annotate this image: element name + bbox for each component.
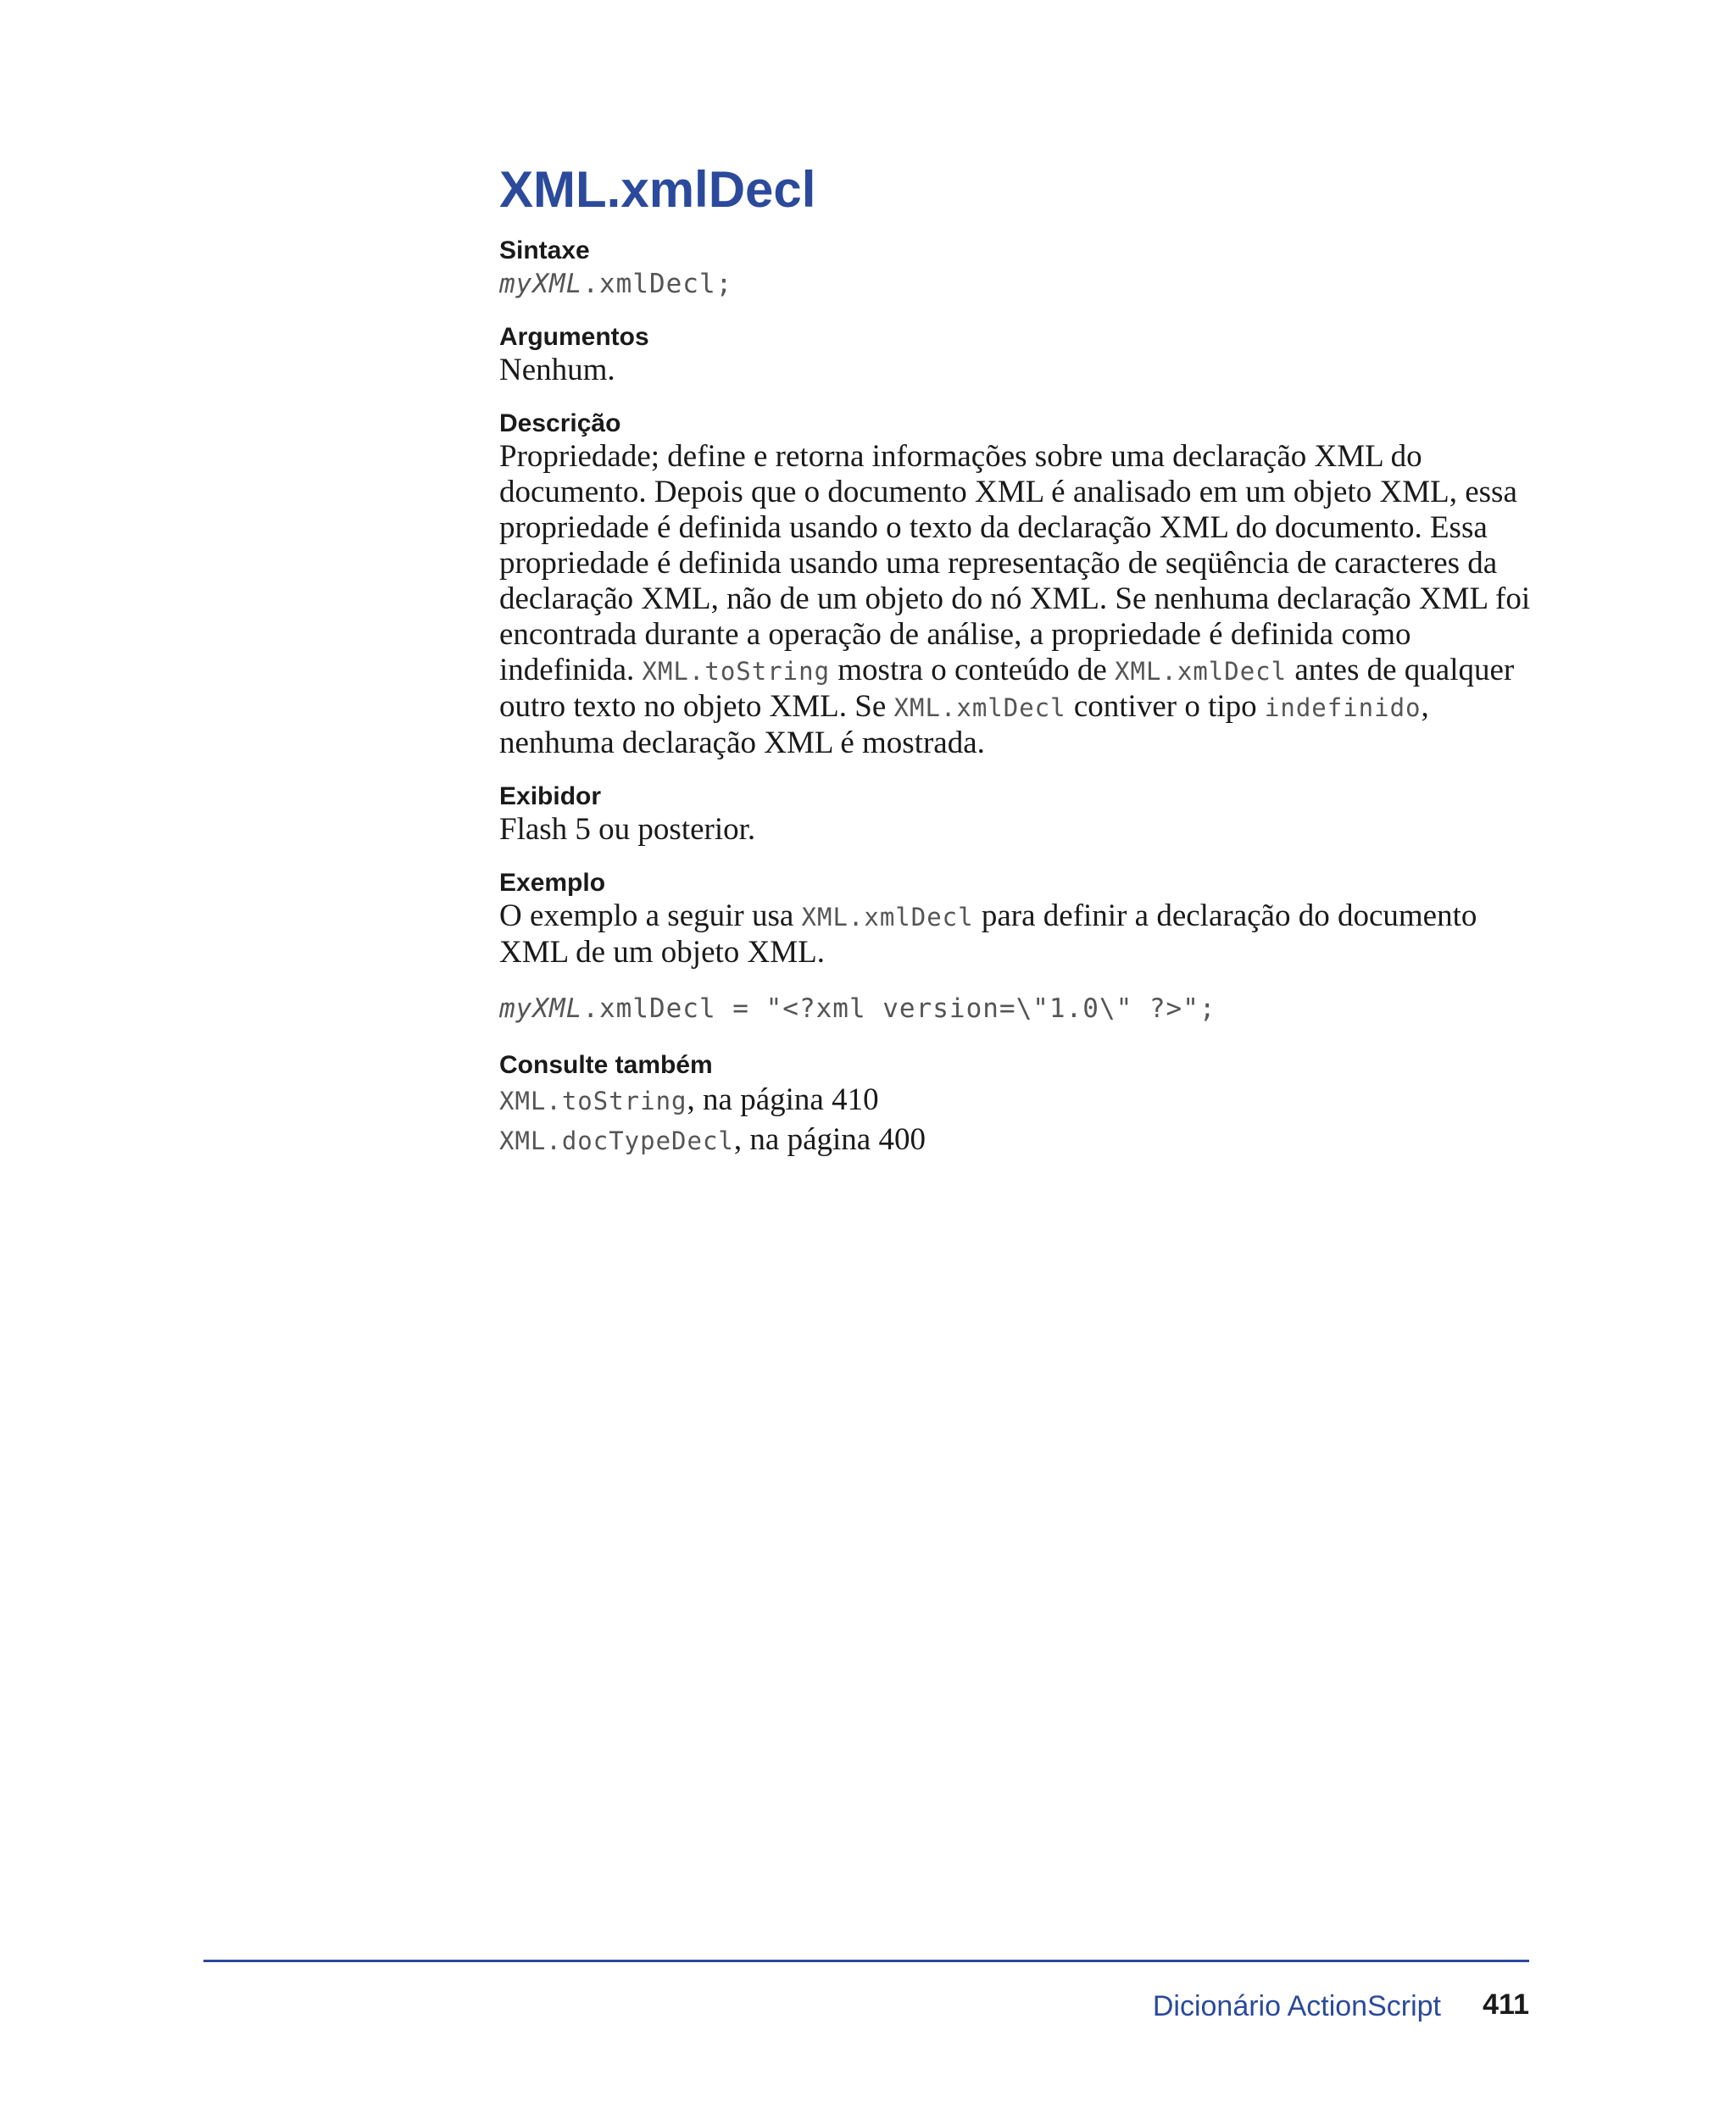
- syntax-code: [499, 266, 1533, 302]
- arguments-heading: Argumentos: [499, 323, 649, 351]
- player-heading: Exibidor: [499, 782, 602, 810]
- see-also-link-text: , na página 410: [687, 1082, 879, 1117]
- player-text: Flash 5 ou posterior.: [499, 812, 756, 847]
- see-also-item[interactable]: [499, 1081, 1533, 1121]
- see-also-section: [499, 1050, 1533, 1160]
- footer-divider: [203, 1960, 1529, 1962]
- description-code-1: XML.toString: [642, 657, 831, 686]
- example-section: [499, 868, 1533, 1026]
- description-code-2: XML.xmlDecl: [1115, 657, 1288, 686]
- description-section: [499, 409, 1533, 761]
- description-text: [499, 439, 1533, 761]
- description-code-3: XML.xmlDecl: [893, 693, 1066, 722]
- arguments-section: [499, 322, 1533, 388]
- syntax-rest: .xmlDecl;: [582, 269, 733, 299]
- example-code-object: myXML: [499, 993, 583, 1024]
- syntax-heading: Sintaxe: [499, 236, 590, 264]
- example-inline-code: XML.xmlDecl: [801, 903, 974, 932]
- syntax-object: myXML: [499, 269, 583, 299]
- example-code-block: [499, 991, 1533, 1026]
- footer-title: Dicionário ActionScript: [1152, 1990, 1441, 2022]
- page-title: XML.xmlDecl: [499, 161, 816, 218]
- description-text-3: antes de qualquer outro texto no objeto XML. Se: [499, 653, 1515, 724]
- see-also-item[interactable]: [499, 1121, 1533, 1160]
- see-also-link-text: , na página 400: [733, 1122, 926, 1157]
- see-also-heading: Consulte também: [499, 1051, 713, 1079]
- description-text-5: , nenhuma declaração XML é mostrada.: [499, 689, 1429, 760]
- see-also-link-code[interactable]: XML.toString: [499, 1087, 687, 1115]
- arguments-text: Nenhum.: [499, 353, 615, 387]
- example-text-1: O exemplo a seguir usa: [499, 898, 802, 933]
- description-code-4: indefinido: [1264, 693, 1422, 722]
- example-text-2: para definir a declaração do documento XML de um objeto XML.: [499, 898, 1477, 970]
- description-text-2: mostra o conteúdo de: [830, 653, 1116, 687]
- description-text-4: contiver o tipo: [1066, 689, 1265, 724]
- syntax-section: [499, 236, 1533, 302]
- page-number: 411: [1483, 1988, 1529, 2021]
- page-content: [499, 158, 1533, 1160]
- example-heading: Exemplo: [499, 869, 606, 897]
- description-heading: Descrição: [499, 409, 621, 437]
- example-code-rest: .xmlDecl = "<?xml version=\"1.0\" ?>";: [582, 993, 1216, 1024]
- player-section: [499, 781, 1533, 848]
- example-text: [499, 898, 1533, 971]
- description-text-1: Propriedade; define e retorna informações sobre uma declaração XML do documento. Depois que o documento XML é analisado em um objeto XML, essa propriedade é definida usando o texto da declaração XML do documento. Essa propriedade é definida usando uma representação de seqüência de caracteres da declaração XML, não de um objeto do nó XML. Se nenhuma declaração XML foi encontrada durante a operação de análise, a propriedade é definida como indefinida.: [499, 439, 1531, 687]
- see-also-link-code[interactable]: XML.docTypeDecl: [499, 1126, 734, 1155]
